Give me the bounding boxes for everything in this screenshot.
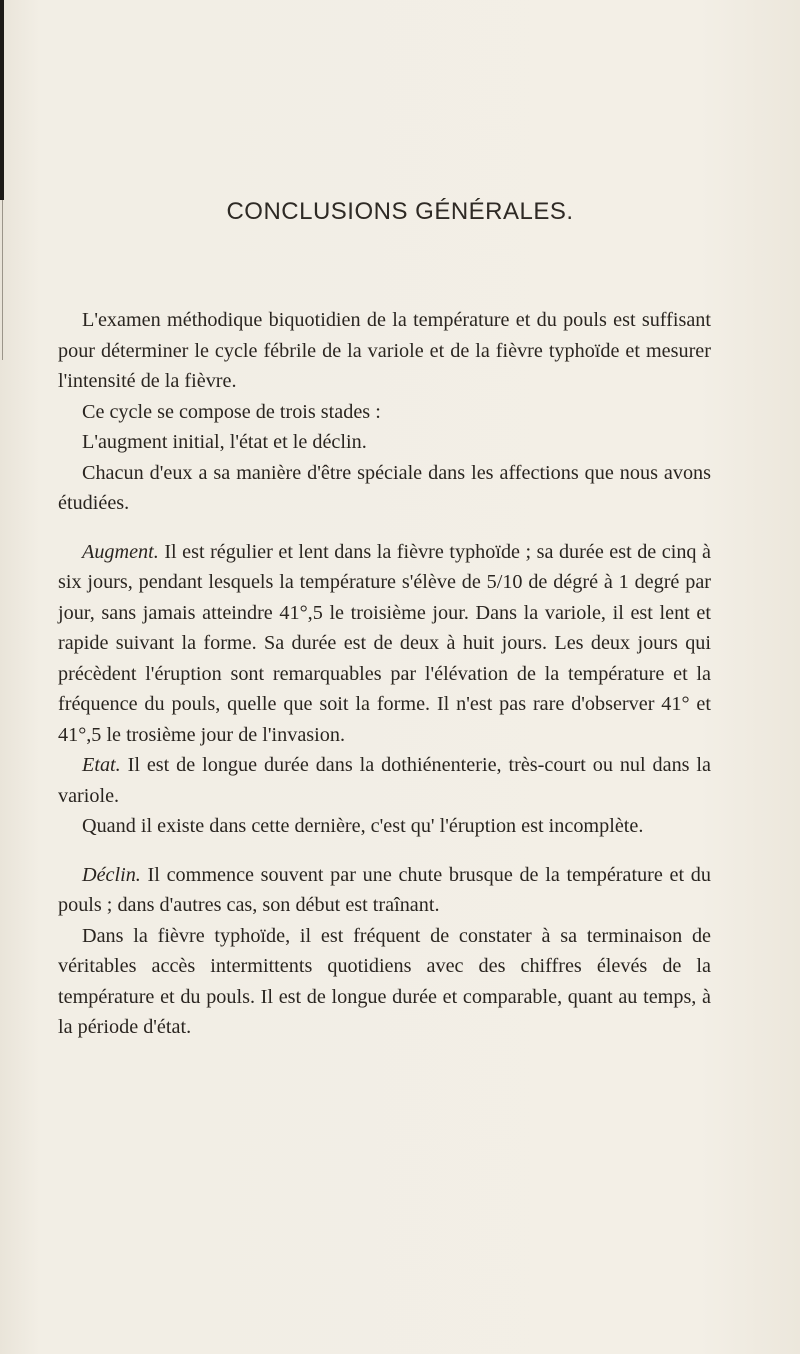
paragraph-etat	[58, 750, 711, 811]
paragraph-quand: Quand il existe dans cette dernière, c'est qu' l'éruption est incomplète.	[82, 815, 644, 837]
page-title: CONCLUSIONS GÉNÉRALES.	[226, 198, 574, 225]
page-binding-edge	[0, 0, 4, 200]
paragraph-chacun: Chacun d'eux a sa manière d'être spéciale dans les affections que nous avons étudiées.	[58, 461, 711, 514]
paragraph-declin	[58, 860, 711, 921]
declin-heading: Déclin.	[82, 863, 141, 886]
augment-heading: Augment.	[82, 540, 159, 563]
paragraph-typhoide: Dans la fièvre typhoïde, il est fréquent de constater à sa terminaison de véritables accès intermittents quotidiens avec des chiffres élevés de la température et du pouls. Il est de longue durée et comparable, quant au temps, à la période d'état.	[58, 924, 711, 1038]
etat-heading: Etat.	[82, 754, 121, 776]
body-text	[58, 305, 711, 1043]
paragraph-cycle: Ce cycle se compose de trois stades :	[82, 400, 381, 423]
paragraph-intro: L'examen méthodique biquotidien de la température et du pouls est suffisant pour déterminer le cycle fébrile de la variole et de la fièvre typhoïde et mesurer l'intensité de la fièvre.	[58, 309, 711, 392]
augment-text: Il est régulier et lent dans la fièvre typhoïde ; sa durée est de cinq à six jours, pendant lesquels la température s'élève de 5/10 de dégré à 1 degré par jour, sans jamais atteindre 41°,5 le troisième jour. Dans la variole, il est lent et rapide suivant la forme. Sa durée est de deux à huit jours. Les deux jours qui précèdent l'éruption sont remarquables par l'élévation de la température et la fréquence du pouls, quelle que soit la forme. Il n'est pas rare d'observer 41° et 41°,5 le trosième jour de l'invasion.	[58, 540, 711, 746]
paragraph-augment	[58, 537, 711, 751]
etat-text: Il est de longue durée dans la dothiénenterie, très-court ou nul dans la variole.	[58, 754, 711, 807]
paragraph-stades: L'augment initial, l'état et le déclin.	[82, 431, 367, 453]
declin-text: Il commence souvent par une chute brusque de la température et du pouls ; dans d'autres cas, son début est traînant.	[58, 863, 711, 916]
